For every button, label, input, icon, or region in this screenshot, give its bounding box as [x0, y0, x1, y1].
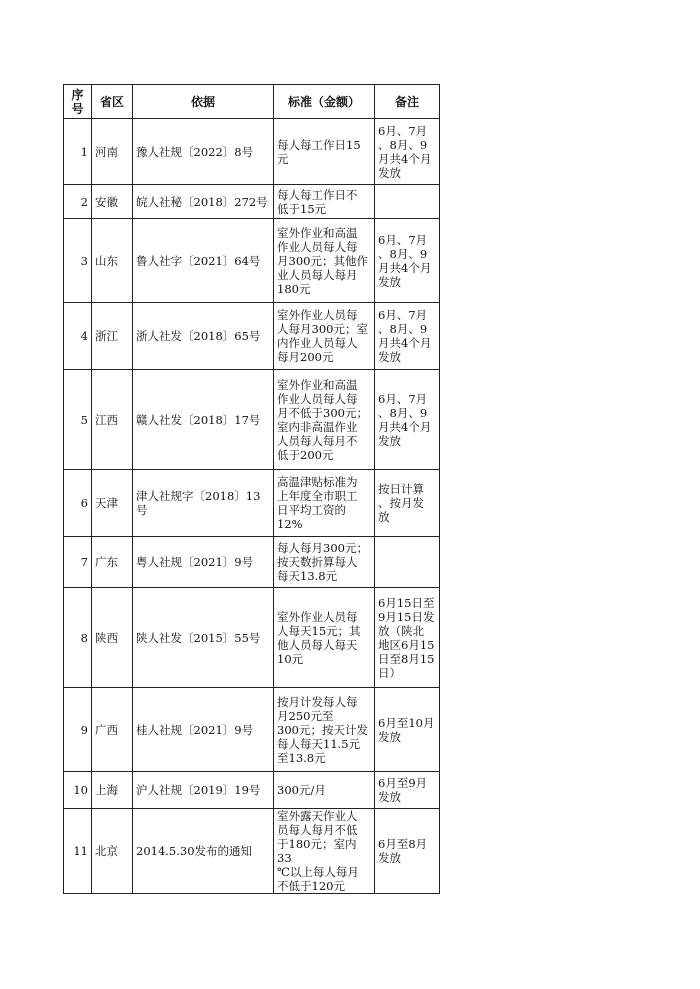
- table-row: [64, 303, 440, 370]
- row-index: 3: [64, 219, 92, 303]
- row-basis: 浙人社发〔2018〕65号: [133, 303, 274, 370]
- row-index: 8: [64, 588, 92, 688]
- row-note: 6月至9月 发放: [375, 772, 440, 809]
- row-basis: 沪人社规〔2019〕19号: [133, 772, 274, 809]
- row-province: 北京: [92, 809, 133, 894]
- row-index: 1: [64, 119, 92, 185]
- table-row: [64, 119, 440, 185]
- row-basis: 2014.5.30发布的通知: [133, 809, 274, 894]
- row-basis: 桂人社规〔2021〕9号: [133, 688, 274, 772]
- row-basis: 豫人社规〔2022〕8号: [133, 119, 274, 185]
- row-basis: 津人社规字〔2018〕13号: [133, 470, 274, 537]
- row-note: 6月15日至 9月15日发 放（陕北 地区6月15 日至8月15 日）: [375, 588, 440, 688]
- row-index: 11: [64, 809, 92, 894]
- row-note: [375, 185, 440, 219]
- row-standard: 高温津贴标准为 上年度全市职工 日平均工资的 12%: [274, 470, 375, 537]
- table-row: [64, 688, 440, 772]
- row-index: 4: [64, 303, 92, 370]
- row-index: 10: [64, 772, 92, 809]
- row-index: 5: [64, 370, 92, 470]
- row-standard: 每人每工作日不 低于15元: [274, 185, 375, 219]
- header-index: 序号: [64, 85, 92, 119]
- row-standard: 300元/月: [274, 772, 375, 809]
- row-standard: 室外作业和高温 作业人员每人每 月不低于300元； 室内非高温作业 人员每人每月不 低于200元: [274, 370, 375, 470]
- header-standard: 标准（金额）: [274, 85, 375, 119]
- row-province: 陕西: [92, 588, 133, 688]
- row-index: 2: [64, 185, 92, 219]
- row-province: 安徽: [92, 185, 133, 219]
- row-note: 6月至8月 发放: [375, 809, 440, 894]
- row-index: 7: [64, 537, 92, 588]
- row-province: 广西: [92, 688, 133, 772]
- row-note: 6月、7月 、8月、9 月共4个月 发放: [375, 370, 440, 470]
- row-index: 6: [64, 470, 92, 537]
- table-row: [64, 370, 440, 470]
- row-standard: 室外作业人员每 人每天15元；其 他人员每人每天 10元: [274, 588, 375, 688]
- row-basis: 皖人社秘〔2018〕272号: [133, 185, 274, 219]
- table-row: [64, 219, 440, 303]
- row-standard: 室外作业人员每 人每月300元；室 内作业人员每人 每月200元: [274, 303, 375, 370]
- row-standard: 每人每月300元； 按天数折算每人 每天13.8元: [274, 537, 375, 588]
- row-basis: 粤人社规〔2021〕9号: [133, 537, 274, 588]
- header-basis: 依据: [133, 85, 274, 119]
- table-row: [64, 772, 440, 809]
- header-province: 省区: [92, 85, 133, 119]
- row-province: 山东: [92, 219, 133, 303]
- row-note: 6月至10月 发放: [375, 688, 440, 772]
- table-row: [64, 809, 440, 894]
- table-row: [64, 185, 440, 219]
- row-basis: 陕人社发〔2015〕55号: [133, 588, 274, 688]
- row-province: 江西: [92, 370, 133, 470]
- row-province: 上海: [92, 772, 133, 809]
- row-note: 按日计算 、按月发 放: [375, 470, 440, 537]
- row-basis: 鲁人社字〔2021〕64号: [133, 219, 274, 303]
- table-row: [64, 537, 440, 588]
- row-province: 浙江: [92, 303, 133, 370]
- row-province: 天津: [92, 470, 133, 537]
- row-province: 河南: [92, 119, 133, 185]
- row-note: 6月、7月 、8月、9 月共4个月 发放: [375, 303, 440, 370]
- table-row: [64, 470, 440, 537]
- row-note: 6月、7月 、8月、9 月共4个月 发放: [375, 219, 440, 303]
- row-province: 广东: [92, 537, 133, 588]
- row-standard: 按月计发每人每 月250元至 300元；按天计发 每人每天11.5元 至13.8元: [274, 688, 375, 772]
- header-row: [64, 85, 440, 119]
- subsidy-table: [63, 84, 440, 894]
- row-standard: 室外露天作业人 员每人每月不低 于180元；室内33 ℃以上每人每月 不低于120元: [274, 809, 375, 894]
- row-index: 9: [64, 688, 92, 772]
- header-note: 备注: [375, 85, 440, 119]
- row-note: [375, 537, 440, 588]
- table-row: [64, 588, 440, 688]
- row-standard: 室外作业和高温 作业人员每人每 月300元；其他作 业人员每人每月 180元: [274, 219, 375, 303]
- row-basis: 赣人社发〔2018〕17号: [133, 370, 274, 470]
- row-note: 6月、7月 、8月、9 月共4个月 发放: [375, 119, 440, 185]
- row-standard: 每人每工作日15 元: [274, 119, 375, 185]
